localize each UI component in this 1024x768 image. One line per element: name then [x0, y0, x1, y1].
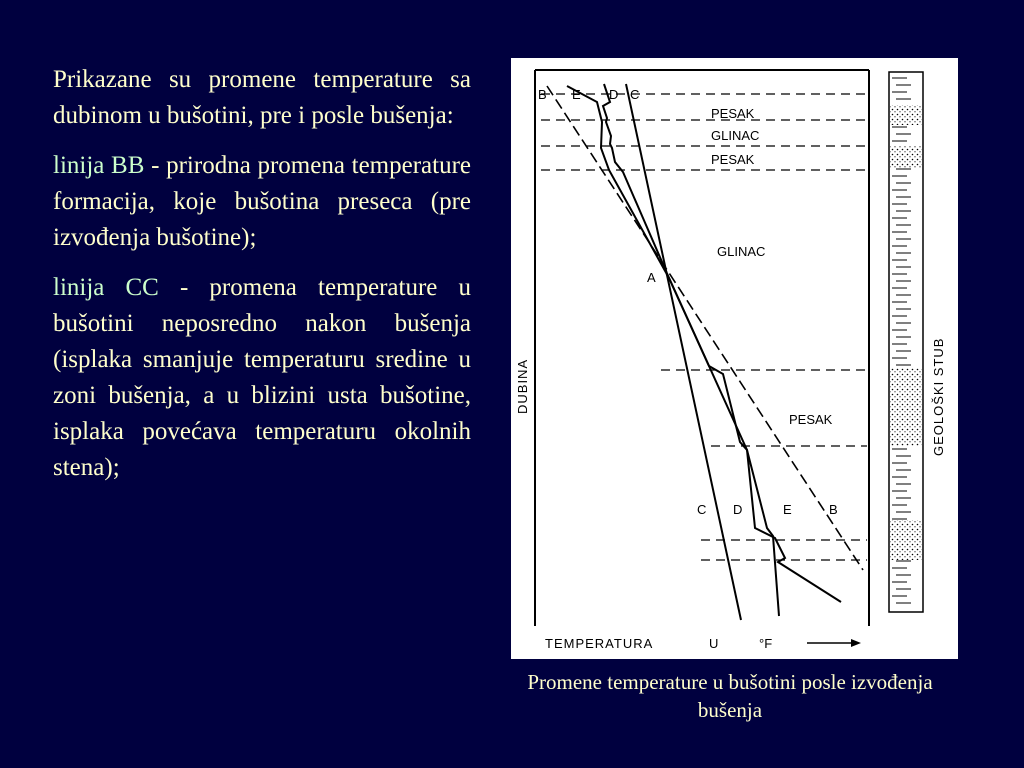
layer-label-glinac-1: GLINAC: [711, 128, 760, 143]
x-axis-label: TEMPERATURA: [545, 636, 654, 651]
bottom-label-d: D: [733, 502, 743, 517]
bottom-label-e: E: [783, 502, 792, 517]
temperature-depth-diagram: [511, 58, 958, 659]
top-label-d: D: [609, 87, 619, 102]
bottom-label-b: B: [829, 502, 838, 517]
figure-caption: Promene temperature u bušotini posle izvođenja bušenja: [527, 670, 933, 722]
x-axis-unit-f: °F: [759, 636, 773, 651]
y-axis-label: DUBINA: [515, 358, 530, 414]
top-label-b: B: [538, 87, 547, 102]
layer-label-pesak-1: PESAK: [711, 106, 755, 121]
curve-b: [547, 86, 863, 570]
layer-label-pesak-3: PESAK: [789, 412, 833, 427]
x-axis-unit-u: U: [709, 636, 719, 651]
paragraph-intro: [53, 62, 471, 134]
layer-label-pesak-2: PESAK: [711, 152, 755, 167]
intro-text: Prikazane su promene temperature sa dubinom u bušotini, pre i posle bušenja:: [53, 66, 471, 129]
term-cc: linija CC: [53, 274, 159, 301]
bb-description: - prirodna promena temperature formacija, koje bušotina preseca (pre izvođenja bušotine);: [53, 152, 472, 251]
point-a-label: A: [647, 270, 656, 285]
geological-column-label: GEOLOŠKI STUB: [931, 337, 946, 456]
cc-description: - promena temperature u bušotini neposredno nakon bušenja (isplaka smanjuje temperaturu sredine u zoni bušenja, a u blizini usta bušotine, isplaka povećava temperaturu okolnih stena);: [53, 274, 471, 481]
term-bb: linija BB: [53, 152, 145, 179]
diagram-svg: [511, 58, 958, 659]
geological-column: [889, 72, 923, 612]
paragraph-cc: [53, 270, 471, 486]
top-label-c: C: [630, 87, 640, 102]
plot-frame: [535, 70, 869, 626]
curve-e: [567, 86, 841, 602]
x-axis-arrow-icon: [807, 639, 861, 647]
layer-label-glinac-2: GLINAC: [717, 244, 766, 259]
layer-boundaries: [541, 94, 867, 560]
paragraph-bb: [53, 148, 471, 256]
description-text: [53, 62, 471, 500]
top-label-e: E: [572, 87, 581, 102]
bottom-label-c: C: [697, 502, 707, 517]
